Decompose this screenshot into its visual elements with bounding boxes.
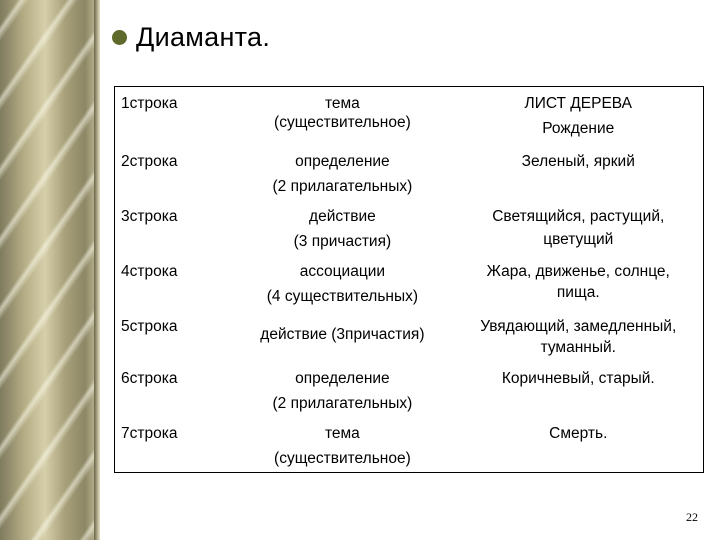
slide-title-row [112, 22, 270, 53]
row-category: действие (3 причастия) [293, 207, 392, 250]
row-category: определение (2 прилагательных) [272, 152, 413, 195]
row-label: 5строка [121, 317, 178, 335]
row-example: Светящийся, растущий, цветущий [492, 207, 665, 248]
row-label: 7строка [121, 424, 178, 442]
row-category: тема (существительное) [274, 95, 411, 131]
row-category: тема (существительное) [274, 424, 411, 467]
decorative-left-border [0, 0, 100, 540]
row-example: ЛИСТ ДЕРЕВА Рождение [524, 95, 632, 137]
row-category: действие (3причастия) [260, 325, 425, 343]
row-example: Увядающий, замедленный, туманный. [480, 317, 677, 356]
table-row [115, 145, 704, 200]
row-category: определение (2 прилагательных) [272, 369, 413, 412]
table-row [115, 362, 704, 417]
row-category: ассоциации (4 существительных) [266, 262, 419, 305]
table-row [115, 200, 704, 255]
diamante-table [114, 86, 704, 473]
table-row [115, 417, 704, 473]
row-label: 6строка [121, 369, 178, 387]
row-label: 4строка [121, 262, 178, 280]
bullet-icon [112, 30, 127, 45]
row-example: Смерть. [549, 424, 608, 442]
table-row [115, 255, 704, 310]
row-label: 3строка [121, 207, 178, 225]
row-label: 2строка [121, 152, 178, 170]
row-label: 1строка [121, 95, 178, 112]
page-number: 22 [686, 510, 698, 524]
table-row [115, 310, 704, 362]
row-example: Коричневый, старый. [501, 369, 655, 387]
slide-title: Диаманта. [136, 22, 271, 52]
row-example: Жара, движенье, солнце, пища. [486, 262, 670, 301]
row-example: Зеленый, яркий [521, 152, 635, 170]
table-row [115, 87, 704, 145]
